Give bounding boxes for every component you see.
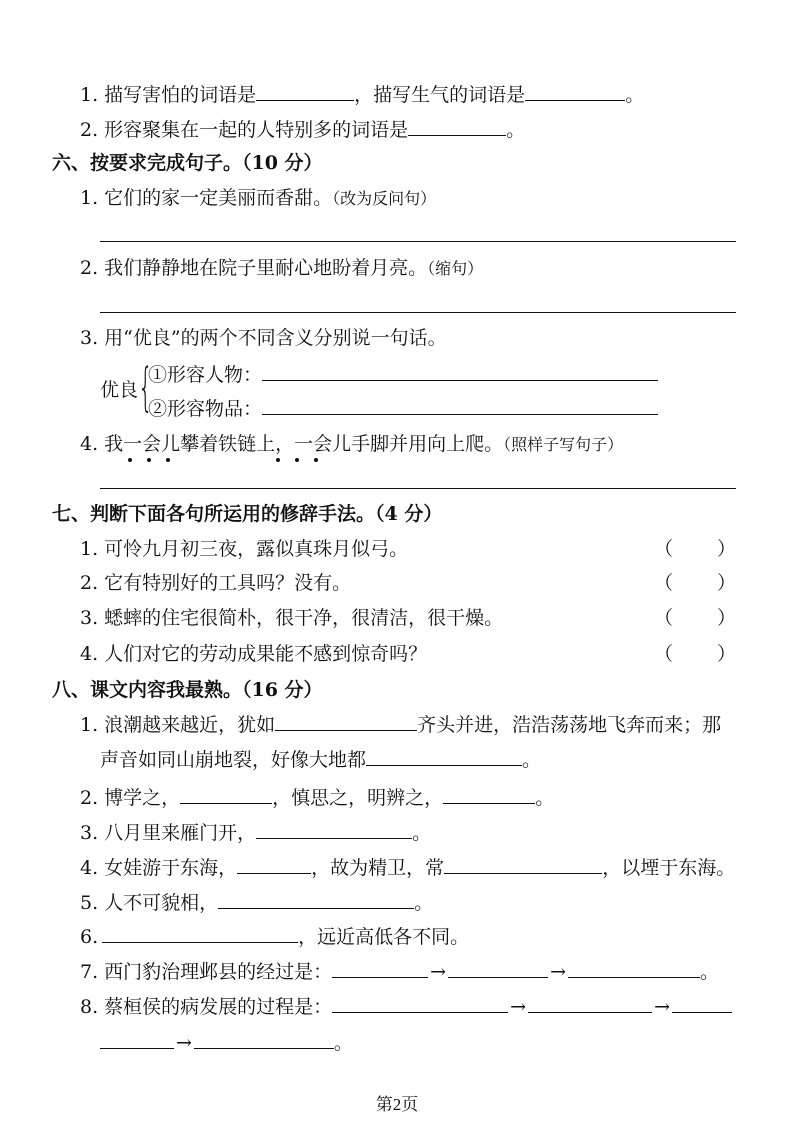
- sec6-q3-opt1: ①形容人物：: [148, 362, 658, 387]
- sec7-item: 2. 它有特别好的工具吗？没有。: [80, 572, 352, 594]
- arrow-icon: →: [430, 961, 447, 983]
- answer-blank[interactable]: [525, 82, 625, 101]
- emphasis-dot: [295, 458, 299, 462]
- section-6-title: 六、按要求完成句子。（10 分）: [52, 152, 323, 174]
- sec6-q3: 3. 用“优良”的两个不同含义分别说一句话。: [80, 327, 447, 349]
- answer-blank[interactable]: [444, 855, 602, 874]
- sec6-q3-opt2: ②形容物品：: [148, 396, 658, 421]
- answer-blank[interactable]: [568, 959, 700, 978]
- sec7-item: 3. 蟋蟀的住宅很简朴，很干净，很清洁，很干燥。: [80, 607, 504, 629]
- answer-blank[interactable]: [332, 994, 508, 1013]
- answer-blank[interactable]: [102, 924, 298, 943]
- sec8-q1-line1: 1. 浪潮越来越近，犹如 齐头并进，浩浩荡荡地飞奔而来；那: [80, 714, 722, 736]
- sec6-q4: 4. 我一会儿攀着铁链上，一会儿手脚并用向上爬。（照样子写句子）: [80, 433, 624, 455]
- arrow-icon: →: [176, 1032, 192, 1054]
- sec6-q3-word: 优良: [100, 379, 139, 401]
- answer-blank[interactable]: [448, 959, 548, 978]
- answer-line[interactable]: [100, 488, 736, 489]
- answer-blank[interactable]: [262, 396, 658, 415]
- sec8-q4: 4. 女娃游于东海， ，故为精卫，常 ，以堙于东海。: [80, 857, 736, 879]
- answer-paren[interactable]: （ ）: [654, 538, 737, 560]
- section-8-title: 八、课文内容我最熟。（16 分）: [52, 679, 323, 701]
- sec7-item: 4. 人们对它的劳动成果能不感到惊奇吗？: [80, 643, 428, 665]
- answer-blank[interactable]: [194, 1030, 334, 1049]
- sec8-q2: 2. 博学之， ，慎思之，明辨之， 。: [80, 787, 555, 809]
- answer-line[interactable]: [100, 312, 736, 313]
- answer-blank[interactable]: [237, 855, 311, 874]
- answer-paren[interactable]: （ ）: [654, 572, 737, 594]
- answer-line[interactable]: [100, 241, 736, 242]
- sec6-q1: 1. 它们的家一定美丽而香甜。（改为反问句）: [80, 187, 437, 209]
- section-7-title: 七、判断下面各句所运用的修辞手法。（4 分）: [52, 503, 443, 525]
- emphasis-dot: [314, 458, 318, 462]
- answer-blank[interactable]: [408, 117, 506, 136]
- sec8-q1-line2: 声音如同山崩地裂，好像大地都 。: [100, 749, 542, 771]
- answer-blank[interactable]: [443, 785, 535, 804]
- answer-blank[interactable]: [332, 959, 428, 978]
- sec5-q1: 1. 描写害怕的词语是 ，描写生气的词语是 。: [80, 84, 645, 106]
- sec5-q2: 2. 形容聚集在一起的人特别多的词语是 。: [80, 119, 526, 141]
- answer-blank[interactable]: [672, 994, 732, 1013]
- sec8-q6: 6. ，远近高低各不同。: [80, 926, 470, 948]
- answer-blank[interactable]: [256, 820, 412, 839]
- sec8-q7: 7. 西门豹治理邺县的经过是： → → 。: [80, 961, 720, 983]
- emphasis-dot: [147, 458, 151, 462]
- emphasis-dot: [276, 458, 280, 462]
- page-number: 第2页: [375, 1095, 419, 1114]
- answer-blank[interactable]: [218, 890, 414, 909]
- brace-icon: {: [138, 358, 153, 418]
- emphasis-dot: [128, 458, 132, 462]
- answer-blank[interactable]: [180, 785, 272, 804]
- answer-blank[interactable]: [275, 712, 417, 731]
- answer-blank[interactable]: [256, 82, 354, 101]
- sec8-q8-line1: 8. 蔡桓侯的病发展的过程是： → →: [80, 994, 732, 1019]
- arrow-icon: →: [510, 996, 527, 1018]
- answer-blank[interactable]: [366, 747, 522, 766]
- answer-blank[interactable]: [100, 1030, 174, 1049]
- answer-paren[interactable]: （ ）: [654, 607, 737, 629]
- sec8-q5: 5. 人不可貌相， 。: [80, 892, 434, 914]
- answer-blank[interactable]: [262, 362, 658, 381]
- sec8-q8-line2: → 。: [100, 1030, 353, 1055]
- sec8-q3: 3. 八月里来雁门开， 。: [80, 822, 432, 844]
- arrow-icon: →: [654, 996, 671, 1018]
- answer-blank[interactable]: [528, 994, 652, 1013]
- arrow-icon: →: [550, 961, 567, 983]
- sec6-q2: 2. 我们静静地在院子里耐心地盼着月亮。（缩句）: [80, 257, 484, 279]
- emphasis-dot: [166, 458, 170, 462]
- answer-paren[interactable]: （ ）: [654, 643, 737, 665]
- sec7-item: 1. 可怜九月初三夜，露似真珠月似弓。: [80, 538, 409, 560]
